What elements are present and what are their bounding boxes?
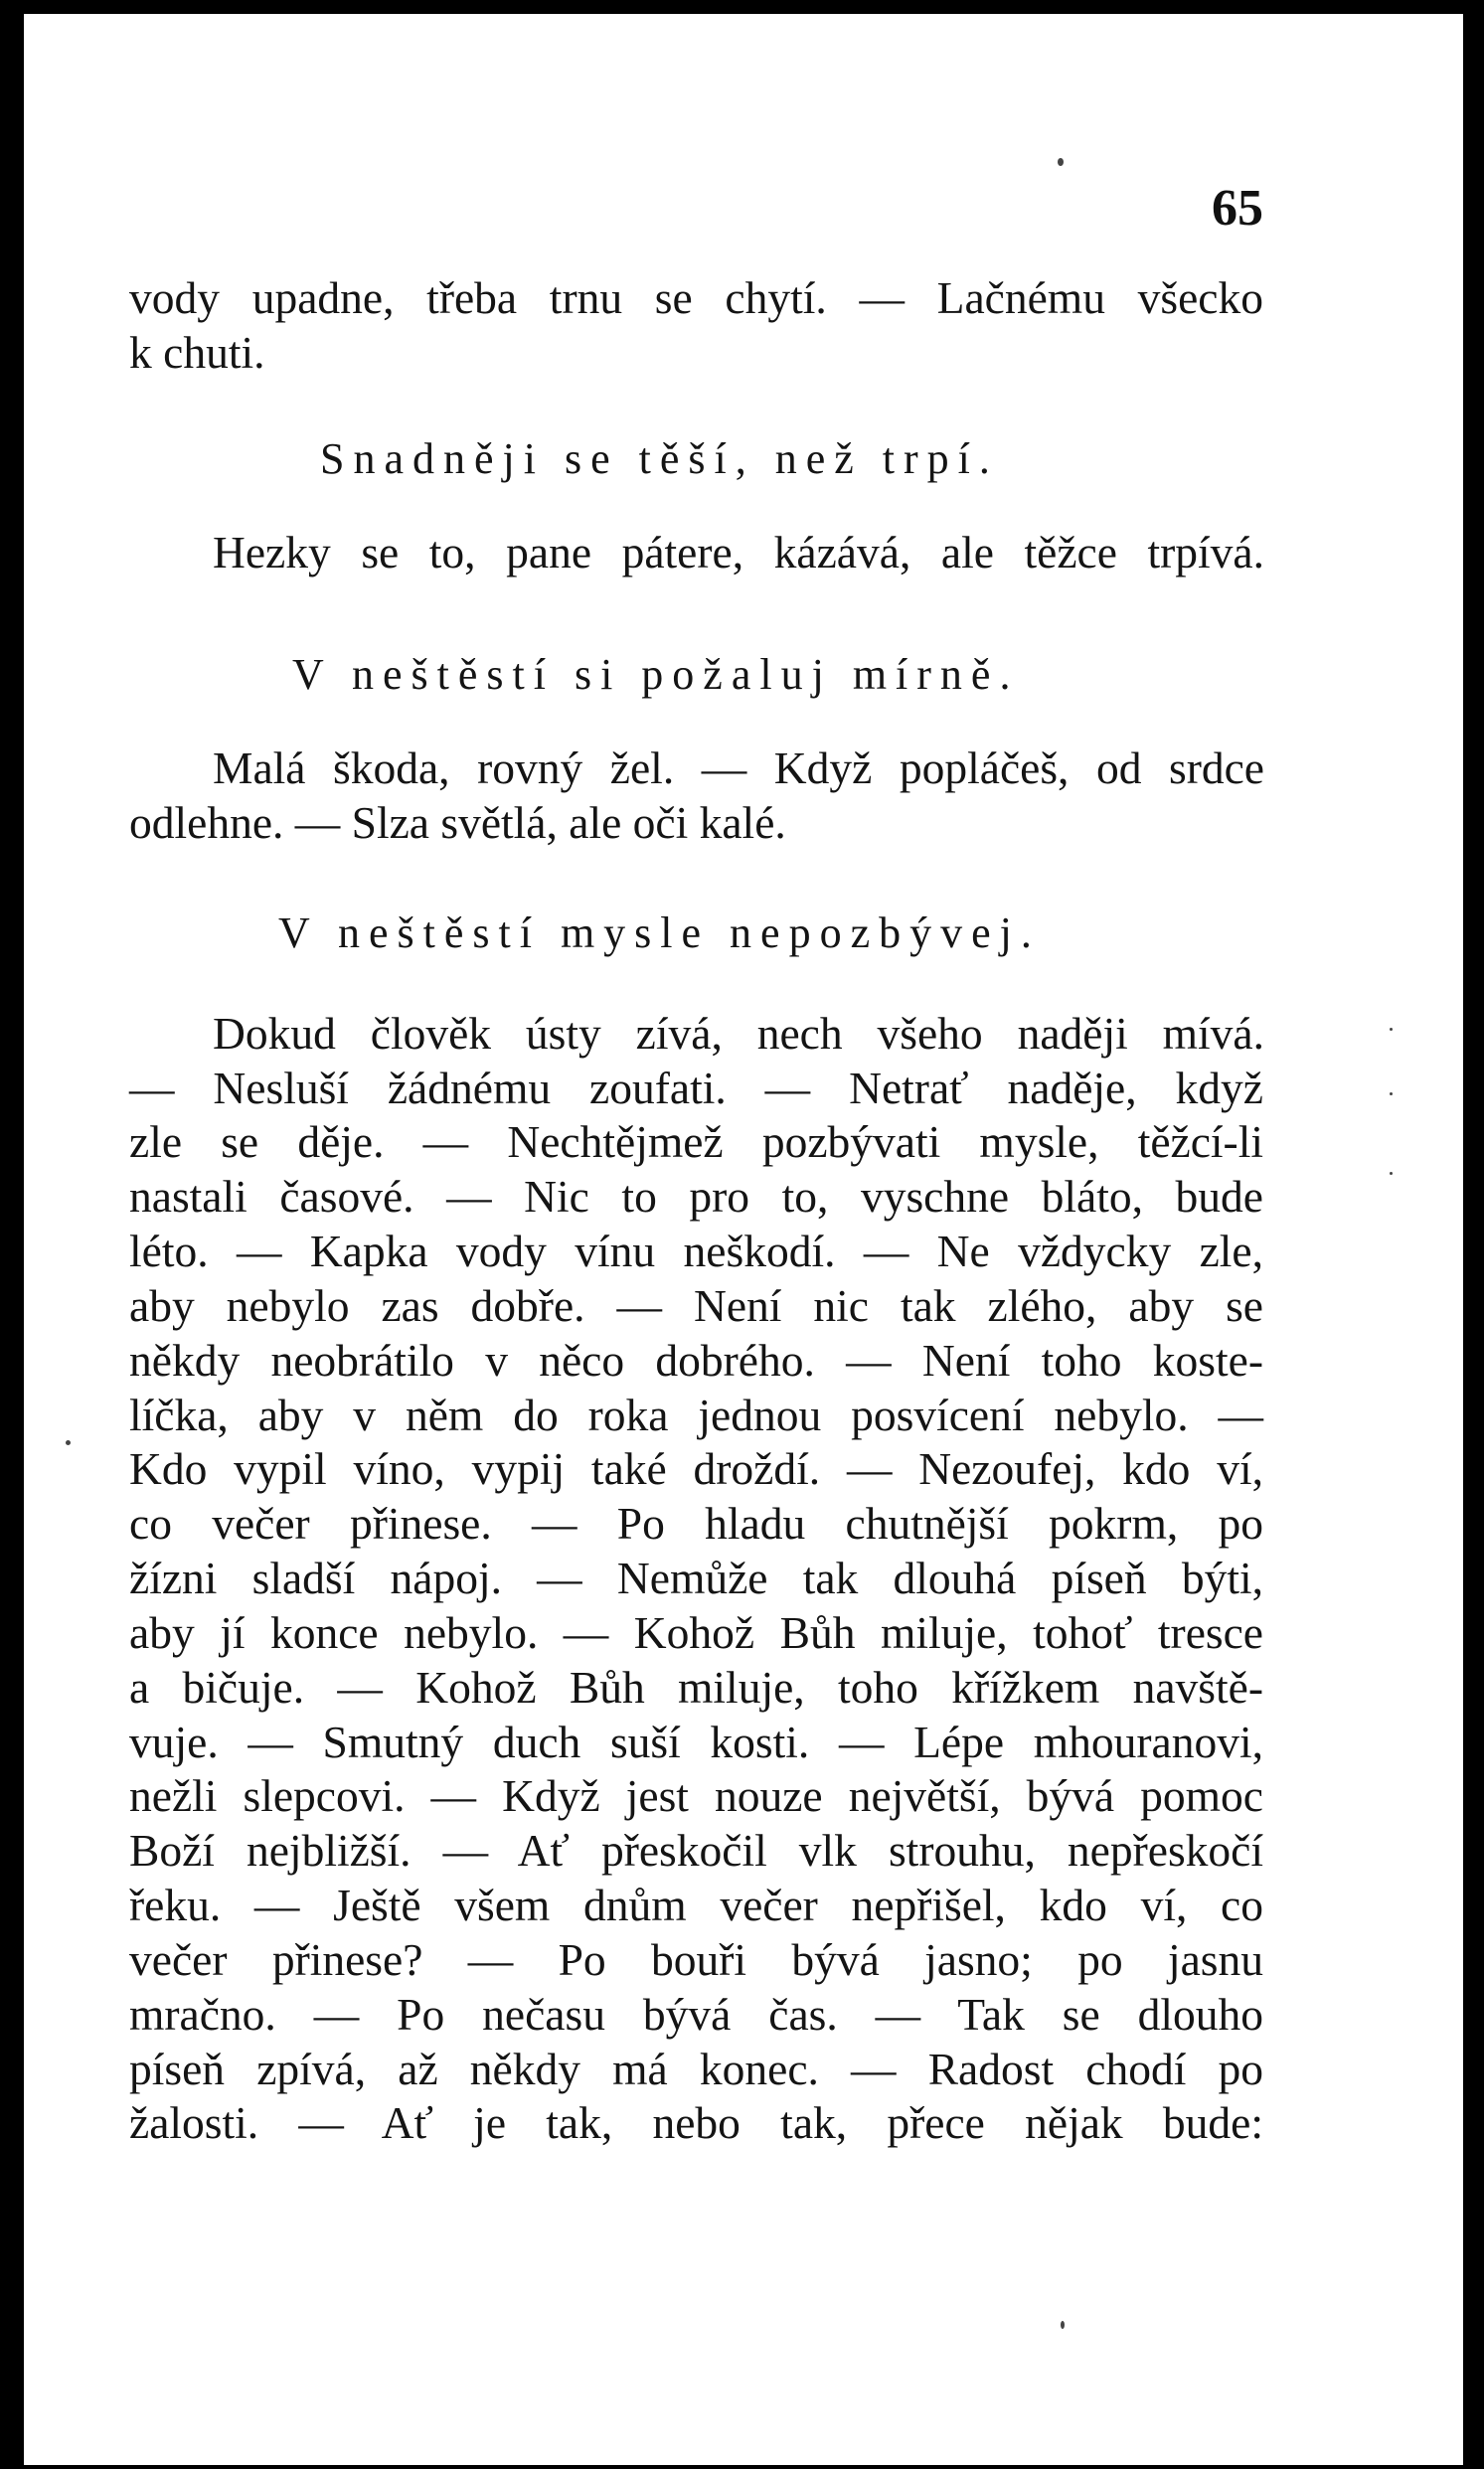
scan-speck [1058, 158, 1064, 166]
text-line: žalosti. — Ať je tak, nebo tak, přece nějak bude: [129, 2097, 1263, 2148]
text-line: Hezky se to, pane pátere, kázává, ale těžce trpívá. [213, 527, 1264, 577]
text-line: aby nebylo zas dobře. — Není nic tak zlého, aby se [129, 1280, 1263, 1331]
scan-speck [1390, 1172, 1393, 1175]
text-line: Boží nejbližší. — Ať přeskočil vlk strouhu, nepřeskočí [129, 1825, 1263, 1876]
scan-speck [1061, 2321, 1065, 2329]
text-line: a bičuje. — Kohož Bůh miluje, toho křížkem navště- [129, 1662, 1263, 1713]
text-line: vody upadne, třeba trnu se chytí. — Lačnému všecko [129, 272, 1263, 323]
text-line: vuje. — Smutný duch suší kosti. — Lépe mhouranovi, [129, 1717, 1263, 1767]
text-line: Malá škoda, rovný žel. — Když popláčeš, od srdce [213, 742, 1264, 793]
text-line: večer přinese? — Po bouři bývá jasno; po jasnu [129, 1934, 1263, 1985]
book-page [24, 14, 1463, 2465]
text-line: Kdo vypil víno, vypij také droždí. — Nezoufej, kdo ví, [129, 1443, 1263, 1494]
scan-speck [1390, 1028, 1393, 1031]
text-line: nežli slepcovi. — Když jest nouze největší, bývá pomoc [129, 1770, 1263, 1821]
section-heading: V neštěstí mysle nepozbývej. [278, 908, 1041, 957]
text-line: píseň zpívá, až někdy má konec. — Radost chodí po [129, 2044, 1263, 2094]
section-heading: Snadněji se těší, než trpí. [320, 434, 999, 483]
section-heading: V neštěstí si požaluj mírně. [292, 650, 1020, 699]
text-line: co večer přinese. — Po hladu chutnější pokrm, po [129, 1498, 1263, 1549]
text-line: mračno. — Po nečasu bývá čas. — Tak se dlouho [129, 1989, 1263, 2040]
text-line: někdy neobrátilo v něco dobrého. — Není toho koste- [129, 1335, 1263, 1386]
text-line: odlehne. — Slza světlá, ale oči kalé. [129, 797, 786, 848]
text-line: žízni sladší nápoj. — Nemůže tak dlouhá píseň býti, [129, 1553, 1263, 1603]
scan-speck [1390, 1092, 1393, 1095]
text-line: nastali časové. — Nic to pro to, vyschne bláto, bude [129, 1171, 1263, 1222]
page-number: 65 [1212, 180, 1263, 237]
text-line: líčka, aby v něm do roka jednou posvícení nebylo. — [129, 1390, 1263, 1440]
text-line: k chuti. [129, 327, 265, 378]
text-line: zle se děje. — Nechtějmež pozbývati mysle, těžcí-li [129, 1116, 1263, 1167]
scan-speck [66, 1440, 71, 1445]
text-line: aby jí konce nebylo. — Kohož Bůh miluje, tohoť tresce [129, 1607, 1263, 1658]
text-line: — Nesluší žádnému zoufati. — Netrať naděje, když [129, 1063, 1263, 1113]
text-line: Dokud člověk ústy zívá, nech všeho naději mívá. [213, 1008, 1264, 1059]
text-line: léto. — Kapka vody vínu neškodí. — Ne vždycky zle, [129, 1226, 1263, 1276]
text-line: řeku. — Ještě všem dnům večer nepřišel, kdo ví, co [129, 1880, 1263, 1930]
